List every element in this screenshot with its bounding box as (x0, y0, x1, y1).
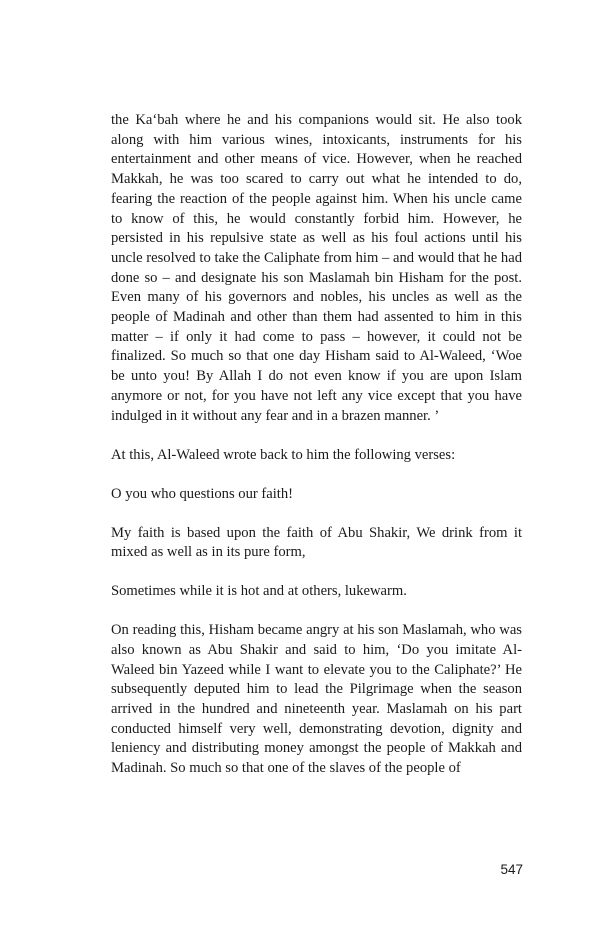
page-number: 547 (500, 862, 523, 877)
paragraph-5: Sometimes while it is hot and at others, lukewarm. (111, 583, 407, 600)
paragraph-3: O you who questions our faith! (111, 485, 293, 502)
paragraph-6: On reading this, Hisham became angry at his son Maslamah, who was also known as Abu Shakir and said to him, ‘Do you imitate Al-Waleed bin Yazeed while I want to elevate you to the Caliphate?’ He subsequently deputed him to lead the Pilgrimage when the season arrived in the hundred and nineteenth year. Maslamah on his part conducted himself very well, demonstrating devotion, dignity and leniency and distributing money amongst the people of Makkah and Madinah. So much so that one of the slaves of the people of (111, 622, 522, 777)
paragraph-1: the Ka‘bah where he and his companions would sit. He also took along with him various wines, intoxicants, instruments for his entertainment and other means of vice. However, when he reached Makkah, he was too scared to carry out what he intended to do, fearing the reaction of the people against him. When his uncle came to know of this, he would constantly forbid him. However, he persisted in his repulsive state as well as his foul actions until his uncle resolved to take the Caliphate from him – and would that he had done so – and designate his son Maslamah bin Hisham for the post. Even many of his governors and nobles, his uncles as well as the people of Madinah and other than them had assented to him in this matter – if only it had come to pass – however, it could not be finalized. So much so that one day Hisham said to Al-Waleed, ‘Woe be unto you! By Allah I do not even know if you are upon Islam anymore or not, for you have not left any vice except that you have indulged in it without any fear and in a brazen manner. ’ (111, 112, 522, 424)
body-text (111, 111, 522, 798)
paragraph-2: At this, Al-Waleed wrote back to him the following verses: (111, 446, 456, 463)
paragraph-4: My faith is based upon the faith of Abu Shakir, We drink from it mixed as well as in its pure form, (111, 524, 522, 561)
